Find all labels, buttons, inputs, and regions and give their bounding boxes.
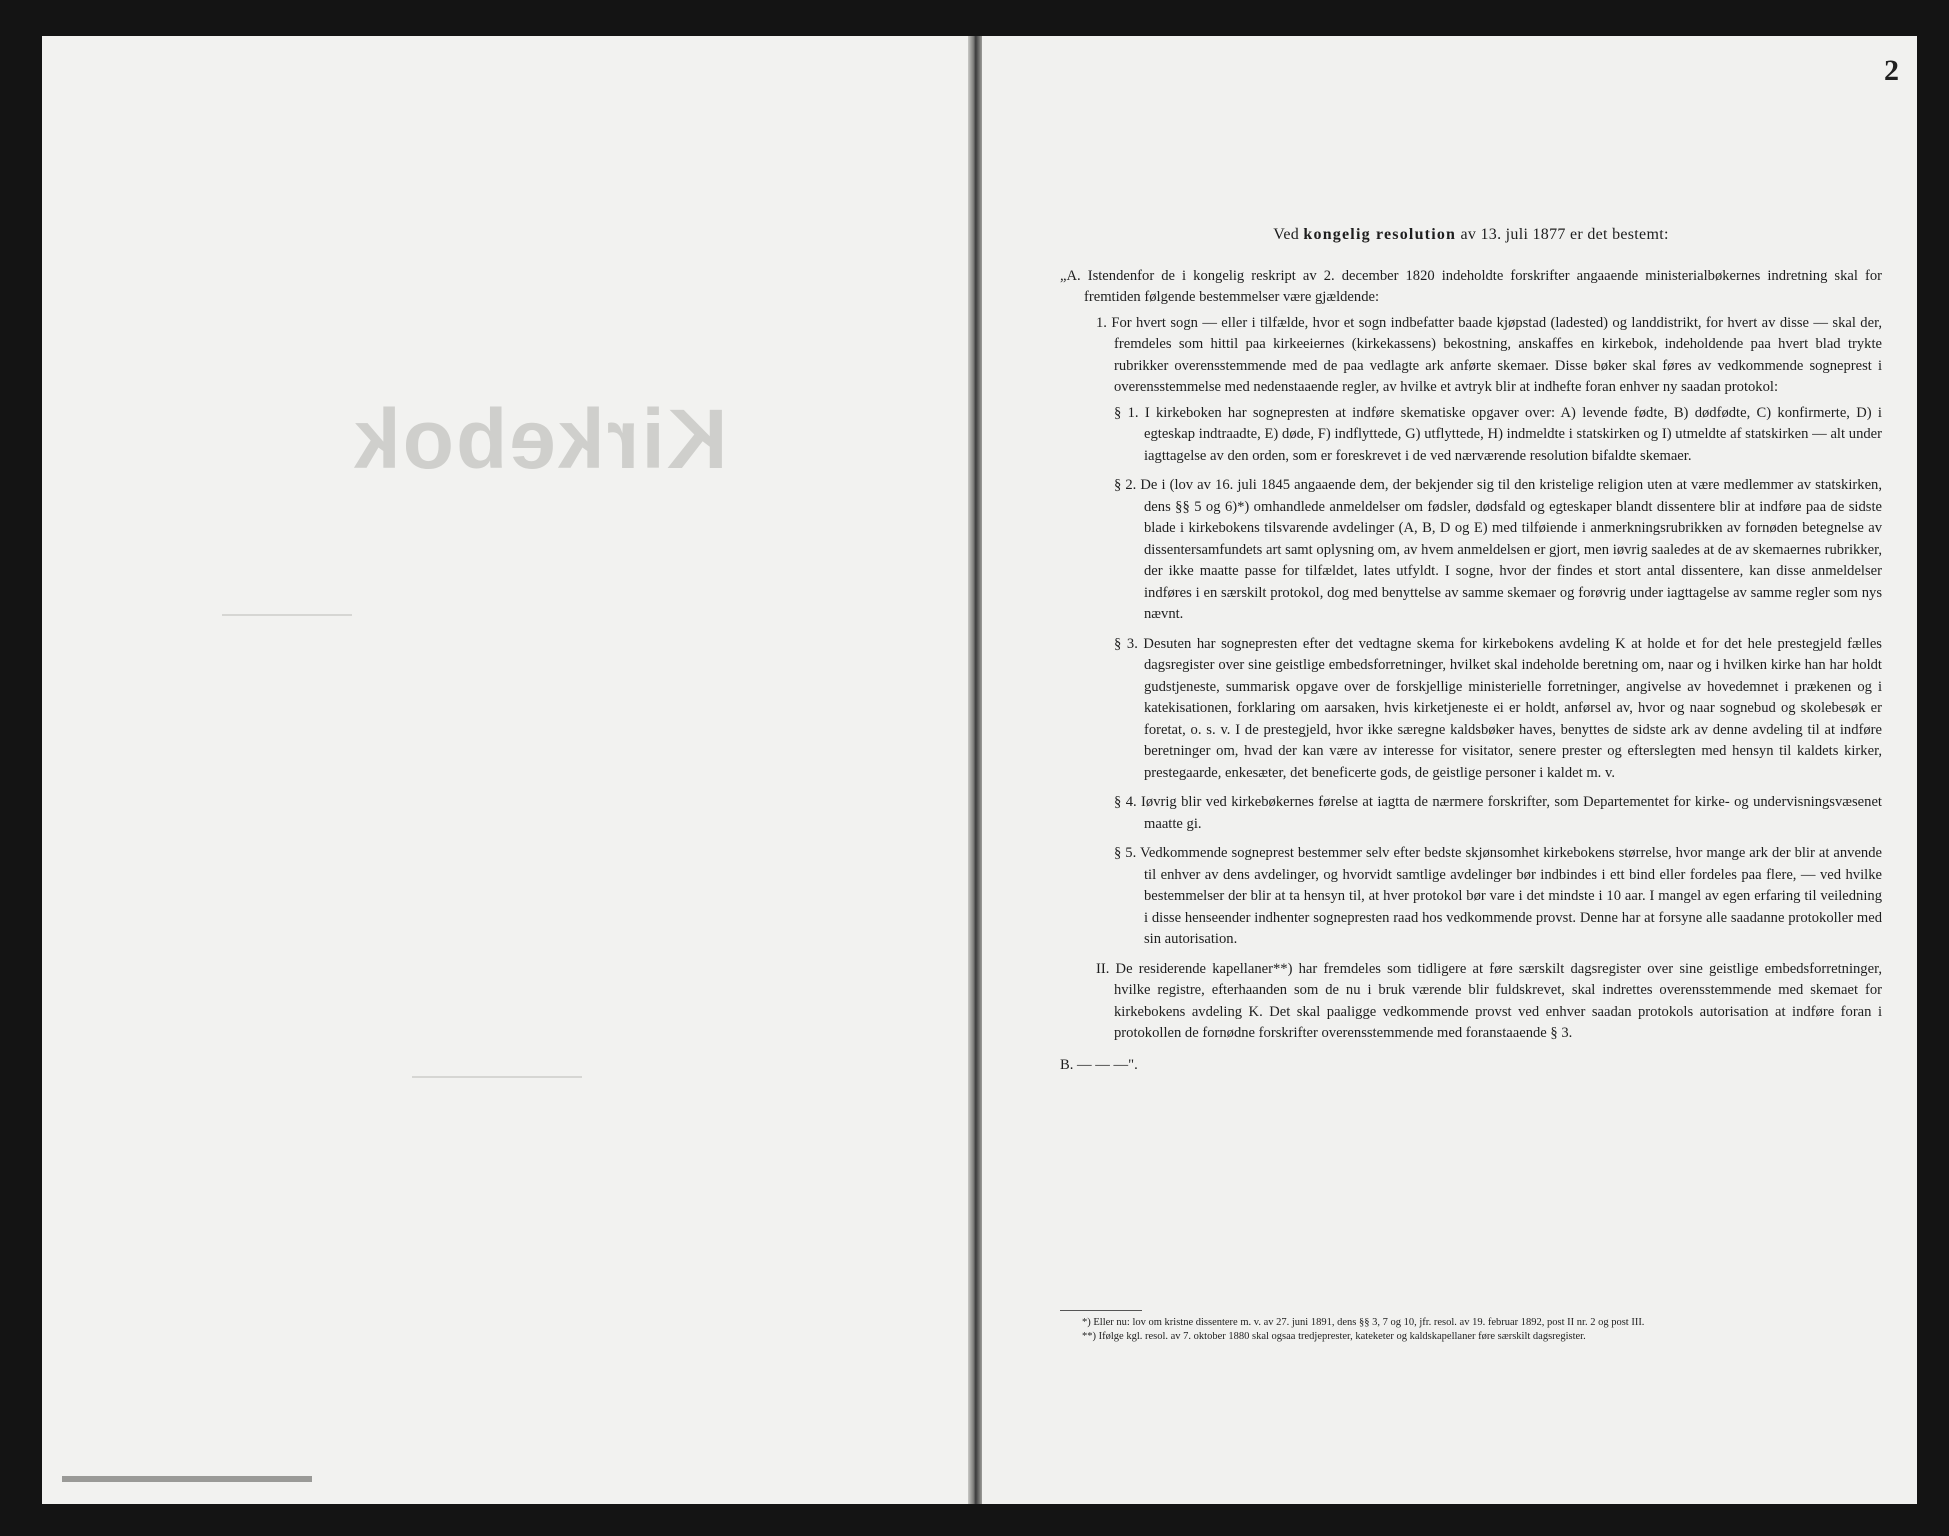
section-2: § 2. De i (lov av 16. juli 1845 angaaende dem, der bekjender sig til den kristelige religion uten at være medlemmer av statskirken, dens §§ 5 og 6)*) omhandlede anmeldelser om fødsler, dødsfald og egteskaper blandt dissentere blir at indføre paa de sidste blade i kirkebokens tilsvarende avdelinger (A, B, D og E) med tilføiende i anmerkningsrubrikken av fornøden betegnelse av dissentersamfundets art samt oplysning om, av hvem anmeldelsen er gjort, men iøvrig saaledes at de av skemaernes rubrikker, der ikke maatte passe for tilfældet, lates utfyldt. I sogne, hvor der findes et stort antal dissentere, kan disse anmeldelser indføres i en særskilt protokol, dog med benyttelse av samme skemaer og forøvrig under iagttagelse av samme regler som nys nævnt.	[1114, 477, 1882, 622]
section-3: § 3. Desuten har sognepresten efter det vedtagne skema for kirkebokens avdeling K at holde et for det hele prestegjeld fælles dagsregister over sine geistlige embedsforretninger, hvilket skal indeholde beretning om, naar og i hvilken kirke han har holdt gudstjeneste, summarisk opgave over de forskjellige ministerielle forretninger, angivelse av hovedemnet i prækenen og i katekisationen, forklaring om aarsaken, hvis kirketjeneste ei er holdt, anførsel av, hvor og naar sognebud og skolebesøk er foretat, o. s. v. I de prestegjeld, hvor ikke særegne kaldsbøker haves, benyttes de sidste ark av denne avdeling til at indføre beretninger om, hvad der kan være av interesse for visitator, senere prester og efterslegten med hensyn til kaldets kirker, prestegaarde, enkesæter, det beneficerte gods, de geistlige personer i kaldet m. v.	[1114, 635, 1882, 781]
section-5: § 5. Vedkommende sogneprest bestemmer selv efter bedste skjønsomhet kirkebokens størrelse, hvor mange ark der blir at anvende til enhver av dens avdelinger, og hvorvidt samtlige avdelinger bør indbindes i ett bind eller fordeles paa flere, — ved hvilke bestemmelser der blir at ta hensyn til, at hver protokol bør vare i det mindste i 10 aar. I mangel av egen erfaring til veiledning i disse henseender indhenter sognepresten raad hos vedkommende provst. Denne har at forsyne alle saadanne protokoller med sin autorisation.	[1114, 845, 1882, 947]
page-heading	[1060, 224, 1882, 246]
book-gutter	[968, 36, 982, 1504]
footnotes	[1082, 1316, 1882, 1344]
heading-bold: kongelig resolution	[1303, 226, 1457, 243]
section-4: § 4. Iøvrig blir ved kirkebøkernes førelse at iagtta de nærmere forskrifter, som Departementet for kirke- og undervisningsvæsenet maatte gi.	[1114, 794, 1882, 832]
footnote-1: *) Eller nu: lov om kristne dissentere m. v. av 27. juni 1891, dens §§ 3, 7 og 10, jfr. resol. av 19. februar 1892, post II nr. 2 og post III.	[1082, 1317, 1645, 1328]
heading-prefix: Ved	[1273, 226, 1300, 243]
item-1: 1. For hvert sogn — eller i tilfælde, hvor et sogn indbefatter baade kjøpstad (ladested) og landdistrikt, for hvert av disse — skal der, fremdeles som hittil paa kirkeeiernes (kirkekassens) bekostning, anskaffes en kirkebok, indeholdende paa hvert blad trykte rubrikker overensstemmende med de paa vedlagte ark anførte skemaer. Disse bøker skal føres av vedkommende sogneprest i overensstemmelse med nedenstaaende regler, av hvilke et avtryk blir at indhefte foran enhver ny saadan protokol:	[1096, 314, 1882, 395]
page-number: 2	[1884, 54, 1899, 87]
left-page-blank	[42, 36, 968, 1504]
item-ii: II. De residerende kapellaner**) har fremdeles som tidligere at føre særskilt dagsregister over sine geistlige embedsforretninger, hvilke registre, efterhaanden som de nu i bruk værende blir fuldskrevet, skal indrettes overensstemmende med skemaet for kirkebokens avdeling K. Det skal paaligge vedkommende provst ved enhver saadan protokols autorisation at indføre foran i protokollen de fornødne forskrifter overensstemmende med foranstaaende § 3.	[1096, 960, 1882, 1041]
section-1: § 1. I kirkeboken har sognepresten at indføre skematiske opgaver over: A) levende fødte, B) dødfødte, C) konfirmerte, D) i egteskap indtraadte, E) døde, F) indflyttede, G) utflyttede, H) indmeldte i statskirken og I) utmeldte af statskirken — alt under iagttagelse av den orden, som er foreskrevet i de ved nærværende resolution bifaldte skemaer.	[1114, 404, 1882, 464]
regulation-text	[1060, 184, 1882, 1076]
heading-suffix: av 13. juli 1877 er det bestemt:	[1460, 226, 1669, 243]
right-page	[982, 36, 1917, 1504]
page-edge-shadow	[62, 1476, 312, 1482]
paragraph-a: „A. Istendenfor de i kongelig reskript av 2. december 1820 indeholdte forskrifter angaaende ministerialbøkernes indretning skal for fremtiden følgende bestemmelser være gjældende:	[1060, 267, 1882, 305]
paragraph-b: B. — — —".	[1060, 1056, 1138, 1073]
show-through-mark	[412, 1076, 582, 1078]
footnote-2: **) Ifølge kgl. resol. av 7. oktober 1880 skal ogsaa tredjeprester, kateketer og kaldskapellaner føre særskilt dagsregister.	[1082, 1331, 1586, 1342]
mirrored-show-through-title: Kirkebok	[352, 392, 728, 486]
footnote-rule	[1060, 1310, 1142, 1311]
show-through-mark	[222, 614, 352, 616]
